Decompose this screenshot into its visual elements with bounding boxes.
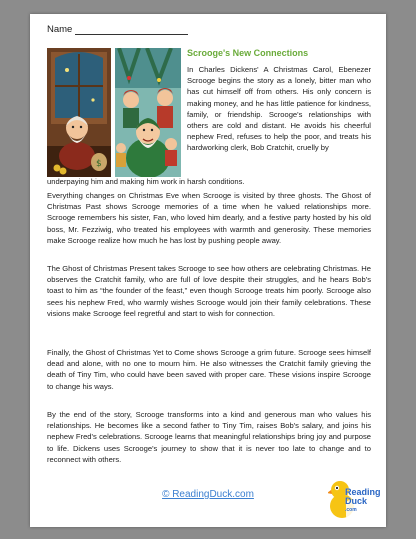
reading-duck-logo-text: Reading Duck .com [345,487,381,513]
passage-paragraph-5: By the end of the story, Scrooge transforms into a kind and generous man who values his relationships. He becomes like a second father to Tiny Tim, raises Bob's salary, and joins his nephew Fred's celebrations. Scrooge learns that meaningful relationships bring joy and purpose to life. Dickens uses Scrooge's journey to show that it is never too late to change and to reconnect with others. [47,410,371,464]
svg-text:$: $ [96,159,102,169]
readingduck-footer-link[interactable]: © ReadingDuck.com [162,489,254,500]
name-field-row [47,24,188,35]
passage-paragraph-2: Everything changes on Christmas Eve when Scrooge is visited by three ghosts. The Ghost of Christmas Past shows Scrooge memories of a time when he valued relationships more. Scrooge remembers his sister, Fan, who loved him dearly, and a festive party hosted by his old boss, Mr. Fezziwig, who treated his employees with warmth and generosity. These memories make Scrooge realize how much he has lost by pushing people away. [47,191,371,245]
passage-paragraph-1-tail: underpaying him and making him work in harsh conditions. [47,177,245,186]
name-blank-line[interactable] [75,26,188,35]
name-label: Name [47,24,73,35]
passage-paragraph-1-top: In Charles Dickens' A Christmas Carol, Ebenezer Scrooge begins the story as a lonely, bitter man who has cut himself off from others. His only concern is making money, and he has little patience for kindness, family, or friendship. Scrooge's relationships with others are cold and distant. He avoids his cheerful nephew Fred, refuses to help the poor, and treats his hardworking clerk, Bob Cratchit, cruelly by [187,65,371,153]
passage-paragraph-3: The Ghost of Christmas Present takes Scrooge to see how others are celebrating Christmas. He observes the Cratchit family, who are full of love despite their struggles, and he hears Bob's toast to him as “the founder of the feast,” even though Scrooge treats him poorly. Scrooge also sees his nephew Fred, who warmly wishes Scrooge would join their family celebrations. These visions make Scrooge feel regretful and start to wish for connection. [47,264,371,318]
passage-title: Scrooge's New Connections [187,48,309,58]
joyful-scrooge-panel [115,48,181,177]
passage-paragraph-4: Finally, the Ghost of Christmas Yet to Come shows Scrooge a grim future. Scrooge sees himself dead and alone, with no one to mourn him. He also witnesses the Cratchit family grieving the death of Tiny Tim, who could have been saved with proper care. These visions inspire Scrooge to change his ways. [47,348,371,391]
scrooge-illustration [47,48,181,177]
lonely-scrooge-panel [47,48,111,177]
worksheet-page [30,14,386,527]
